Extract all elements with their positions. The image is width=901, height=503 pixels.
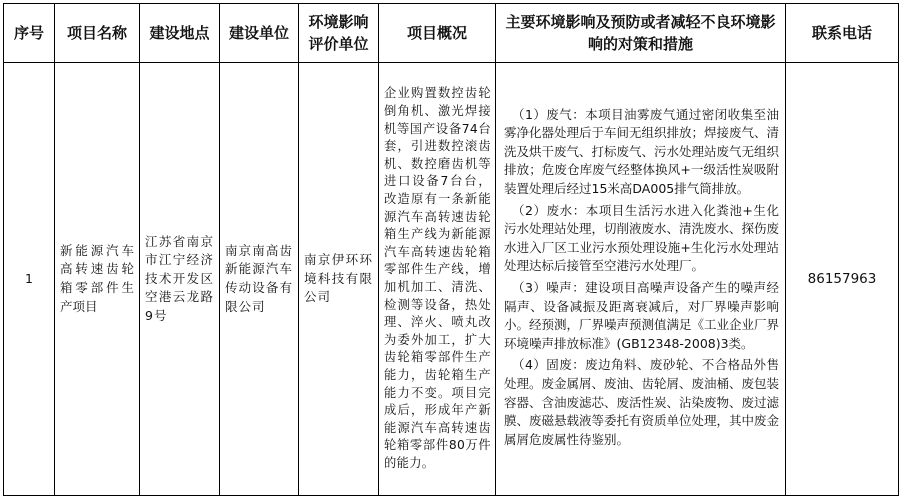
header-overview: 项目概况 [379,4,496,63]
header-builder: 建设单位 [220,4,299,63]
cell-location: 江苏省南京市江宁经济技术开发区空港云龙路9号 [140,63,220,496]
cell-eia-unit: 南京伊环环境科技有限公司 [299,63,379,496]
header-eia-unit: 环境影响评价单位 [299,4,379,63]
measure-waste-gas: （1）废气：本项目油雾废气通过密闭收集至油雾净化器处理后于车间无组织排放；焊接废气、清洗及烘干废气、打标废气、污水处理站废气无组织排放；危废仓库废气经整体换风+一级活性炭吸附装置处理后经过15米高DA005排气筒排放。 [504,106,780,197]
cell-seq: 1 [4,63,55,496]
cell-builder: 南京南高齿新能源汽车传动设备有限公司 [220,63,299,496]
cell-overview: 企业购置数控齿轮倒角机、激光焊接机等国产设备74台套，引进数控滚齿机、数控磨齿机等进口设备7台台，改造原有一条新能源汽车高转速齿轮箱生产线为新能源汽车高转速齿轮箱零部件生产线，增加机加工、清洗、检测等设备，热处理、淬火、喷丸改为委外加工，扩大齿轮箱零部件生产能力，齿轮箱生产能力不变。项目完成后，形成年产新能源汽车高转速齿轮箱零部件80万件的能力。 [379,63,496,496]
cell-phone: 86157963 [786,63,899,496]
header-phone: 联系电话 [786,4,899,63]
eia-publicity-table [3,3,899,496]
measure-waste-water: （2）废水：本项目生活污水进入化粪池+生化污水处理站处理，切削液废水、清洗废水、探伤废水进入厂区工业污水预处理设施+生化污水处理站处理达标后接管至空港污水处理厂。 [504,202,780,274]
table-row [4,63,899,496]
measure-solid-waste: （4）固废：废边角料、废砂轮、不合格品外售处理。废金属屑、废油、齿轮屑、废油桶、废包装容器、含油废滤芯、废活性炭、沾染废物、废过滤膜、废磁悬载液等委托有资质单位处理，其中废金属屑危废属性待鉴别。 [504,357,780,447]
header-project-name: 项目名称 [55,4,140,63]
cell-measures [496,63,786,496]
measures-list [496,106,785,450]
header-row [4,4,899,63]
measure-noise: （3）噪声：建设项目高噪声设备产生的噪声经隔声、设备减振及距离衰减后，对厂界噪声影响小。经预测，厂界噪声预测值满足《工业企业厂界环境噪声排放标准》(GB12348-2008)3类。 [504,280,780,351]
cell-project-name: 新能源汽车高转速齿轮箱零部件生产项目 [55,63,140,496]
header-seq: 序号 [4,4,55,63]
header-measures: 主要环境影响及预防或者减轻不良环境影响的对策和措施 [496,4,786,63]
header-location: 建设地点 [140,4,220,63]
